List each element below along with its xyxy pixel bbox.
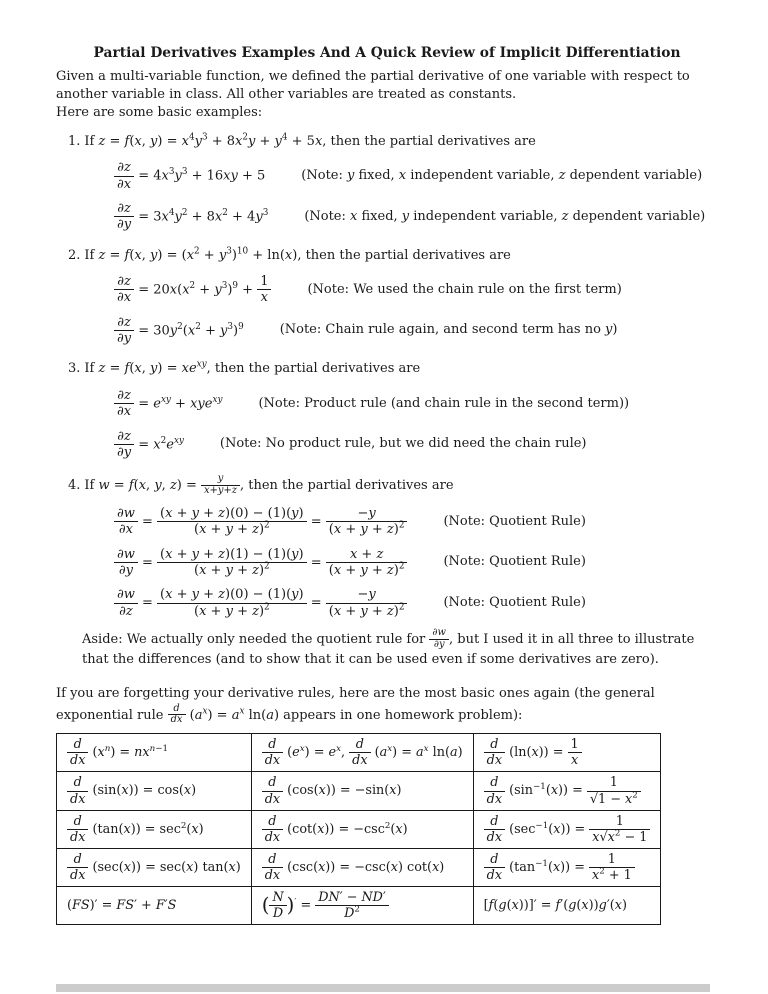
derivative-note: (Note: No product rule, but we did need the chain rule) (219, 436, 587, 452)
example-item (68, 360, 718, 460)
example-number: 2. (68, 247, 81, 263)
derivative-line (114, 315, 718, 347)
aside-note: Aside: We actually only needed the quotient rule for $\frac{\partial w}{\partial y}$ , but I used it in all three to illustrate that the differences (and to show that it can be used even if some derivatives are zero). (82, 626, 695, 667)
rule-cell: $\frac{d}{dx}$ (sin(x)) = cos(x) (57, 772, 252, 810)
example-number: 4. (68, 478, 81, 494)
derivative-formula: $\frac{\partial z}{\partial y}$ = $x^2e^{xy}$ (114, 429, 184, 461)
rule-cell: [f(g(x))]′ = f′(g(x))g′(x) (473, 887, 661, 925)
rule-cell: $\frac{d}{dx}$ (cos(x)) = −sin(x) (251, 772, 473, 810)
derivative-formula: $\frac{\partial w}{\partial y}$ = $\frac{(x + y + z)(1) - (1)(y)}{(x + y + z)^2}$ = $\frac{x + z}{(x + y + z)^2}$ (114, 547, 407, 579)
derivative-line (114, 160, 718, 192)
rule-cell: $\frac{d}{dx}$ $(e^x) = e^x$, $\frac{d}{dx}$ $(a^x) = a^x$ ln(a) (251, 734, 473, 772)
derivative-note: (Note: Chain rule again, and second term has no y) (279, 322, 618, 338)
rules-table-row (57, 772, 661, 810)
rules-intro: If you are forgetting your derivative rules, here are the most basic ones again (the general exponential rule $\frac{d}{dx}$ $(a^x) = a^x$ ln(a) appears in one homework problem): (56, 686, 655, 726)
rule-cell: $\frac{d}{dx}$ $(\cot(x)) = -\csc^2(x)$ (251, 810, 473, 848)
example-lead-text: If w = f(x, y, z) = $\frac{y}{x+y+z}$ , then the partial derivatives are (84, 473, 454, 497)
example-lead-text: If z = f(x, $y) = x^4y^3 + 8x^2y + y^4 + 5x$, then the partial derivatives are (84, 132, 536, 149)
rule-cell: $\frac{d}{dx}$ (sec(x)) = sec(x) tan(x) (57, 848, 252, 886)
example-lead (68, 133, 718, 151)
example-number: 1. (68, 133, 81, 149)
derivative-note: (Note: Product rule (and chain rule in the second term)) (258, 395, 630, 411)
derivative-line (114, 587, 718, 619)
derivative-line (114, 506, 718, 538)
rule-cell: $\frac{d}{dx}$ (ln(x)) = $\frac{1}{x}$ (473, 734, 661, 772)
page-title: Partial Derivatives Examples And A Quick Review of Implicit Differentiation (93, 45, 681, 61)
rules-table-row (57, 734, 661, 772)
example-lead (68, 360, 718, 378)
rule-cell: $\frac{d}{dx}$ $(\tan^{-1}(x))$ = $\frac{1}{x^2 + 1}$ (473, 848, 661, 886)
rules-table-row (57, 887, 661, 925)
rule-cell: $\frac{d}{dx}$ (csc(x)) = −csc(x) cot(x) (251, 848, 473, 886)
example-lead (68, 474, 718, 497)
example-lead (68, 247, 718, 265)
derivative-formula: $\frac{\partial z}{\partial y}$ = $3x^4y^2 + 8x^2 + 4y^3$ (114, 201, 268, 233)
example-number: 3. (68, 361, 81, 377)
example-lead-text: If z = f(x, $y) = (x^2 + y^3)^{10} + \ln(x)$, then the partial derivatives are (84, 246, 511, 263)
derivative-line (114, 547, 718, 579)
rule-cell: $\frac{d}{dx}$ $(\sin^{-1}(x))$ = $\frac{1}{√1 - x^2}$ (473, 772, 661, 810)
rule-cell: ( $\frac{N}{D}$ )′ = $\frac{DN' - ND'}{D^2}$ (251, 887, 473, 925)
derivative-note: (Note: We used the chain rule on the first term) (307, 281, 622, 297)
examples-list (56, 133, 718, 669)
example-item (68, 247, 718, 347)
derivative-formula: $\frac{\partial z}{\partial x}$ = $4x^3y^3 + 16xy + 5$ (114, 160, 265, 192)
derivative-formula: $\frac{\partial z}{\partial x}$ = $e^{xy} + xye^{xy}$ (114, 388, 222, 420)
rule-cell: $\frac{d}{dx}$ $(\tan(x)) = \sec^2(x)$ (57, 810, 252, 848)
derivative-note: (Note: Quotient Rule) (443, 594, 586, 610)
example-lead-text: If z = f(x, $y) = xe^{xy}$, then the partial derivatives are (84, 360, 421, 377)
intro-line-1: Given a multi-variable function, we defined the partial derivative of one variable with respect to another variable in class. All other variables are treated as constants. (56, 68, 690, 103)
derivative-formula: $\frac{\partial z}{\partial x}$ = $20x(x^2 + y^3)^9$ + $\frac{1}{x}$ (114, 274, 271, 306)
derivative-formula: $\frac{\partial z}{\partial y}$ = $30y^2(x^2 + y^3)^9$ (114, 315, 244, 347)
rule-cell: $\frac{d}{dx}$ $(\sec^{-1}(x))$ = $\frac{1}{x√x^2 - 1}$ (473, 810, 661, 848)
intro-paragraph (56, 68, 718, 123)
intro-line-2: Here are some basic examples: (56, 105, 263, 121)
derivative-note: (Note: Quotient Rule) (443, 554, 586, 570)
derivative-rules-table (56, 733, 661, 925)
derivative-note: (Note: x fixed, y independent variable, z dependent variable) (304, 208, 706, 224)
derivative-line (114, 388, 718, 420)
derivative-formula: $\frac{\partial w}{\partial z}$ = $\frac{(x + y + z)(0) - (1)(y)}{(x + y + z)^2}$ = $\frac{-y}{(x + y + z)^2}$ (114, 587, 407, 619)
derivative-note: (Note: y fixed, x independent variable, z dependent variable) (301, 167, 703, 183)
derivative-note: (Note: Quotient Rule) (443, 513, 586, 529)
derivative-rules-table-body (57, 734, 661, 925)
rules-table-row (57, 810, 661, 848)
rules-table-row (57, 848, 661, 886)
rule-cell: $\frac{d}{dx}$ $(x^n) = nx^{n-1}$ (57, 734, 252, 772)
derivative-line (114, 201, 718, 233)
example-item (68, 474, 718, 669)
rule-cell: (FS)′ = FS′ + F′S (57, 887, 252, 925)
page-edge-bar (56, 984, 710, 992)
derivative-line (114, 274, 718, 306)
derivative-formula: $\frac{\partial w}{\partial x}$ = $\frac{(x + y + z)(0) - (1)(y)}{(x + y + z)^2}$ = $\frac{-y}{(x + y + z)^2}$ (114, 506, 407, 538)
example-item (68, 133, 718, 233)
derivative-line (114, 429, 718, 461)
